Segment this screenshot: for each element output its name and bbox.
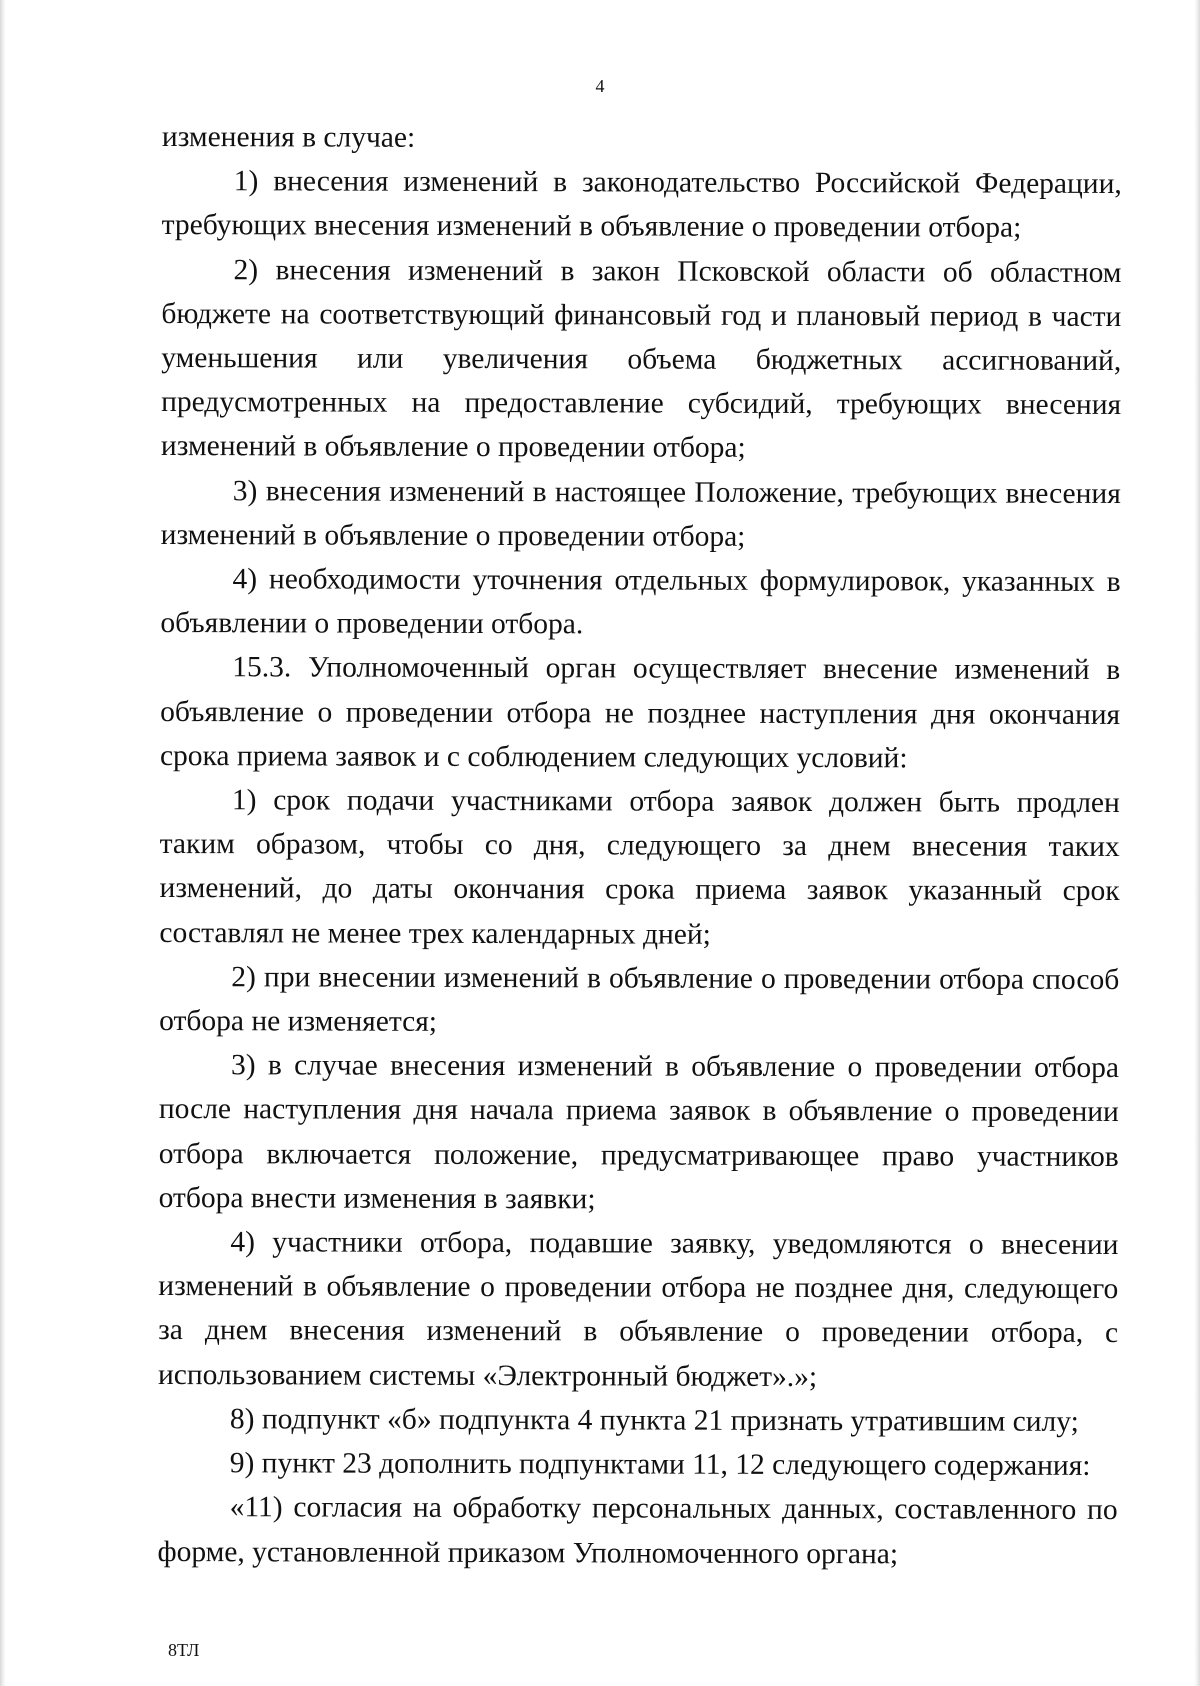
paragraph: 4) необходимости уточнения отдельных формулировок, указанных в объявлении о проведении отбора.: [160, 563, 1121, 641]
paragraph: изменения в случае:: [161, 120, 416, 154]
paragraph: 3) внесения изменений в настоящее Положение, требующих внесения изменений в объявление о проведении отбора;: [160, 474, 1121, 553]
paragraph: 2) внесения изменений в закон Псковской области об областном бюджете на соответствующий финансовый год и плановый период в части уменьшения или увеличения объема бюджетных ассигнований, предусмотренных на предоставление субсидий, требующих внесения изменений в объявление о проведении отбора;: [160, 253, 1122, 465]
paragraph: 9) пункт 23 дополнить подпунктами 11, 12 следующего содержания:: [229, 1447, 1091, 1483]
paragraph: «11) согласия на обработку персональных данных, составленного по форме, установленной приказом Уполномоченного органа;: [157, 1491, 1118, 1570]
paragraph: 4) участники отбора, подавшие заявку, уведомляются о внесении изменений в объявление о проведении отбора не позднее дня, следующего за днем внесения изменений в объявление о проведении отбора, с использованием системы «Электронный бюджет».»;: [157, 1226, 1119, 1393]
scan-edge-left: [0, 0, 6, 1686]
paragraph: 1) внесения изменений в законодательство Российской Федерации, требующих внесения изменений в объявление о проведении отбора;: [161, 165, 1122, 245]
footer-document-code: 8ТЛ: [168, 1640, 200, 1660]
paragraph: 1) срок подачи участниками отбора заявок должен быть продлен таким образом, чтобы со дня, следующего за днем внесения таких изменений, до даты окончания срока приема заявок указанный срок составлял не менее трех календарных дней;: [159, 784, 1120, 951]
scan-edge-right: [1194, 0, 1200, 1686]
page-number: 4: [595, 76, 605, 96]
paragraph: 8) подпункт «б» подпункта 4 пункта 21 признать утратившим силу;: [229, 1403, 1079, 1438]
paragraph: 3) в случае внесения изменений в объявление о проведении отбора после наступления дня начала приема заявок в объявление о проведении отбора включается положение, предусматривающее право участников отбора внести изменения в заявки;: [158, 1049, 1120, 1216]
document-body: [157, 115, 1122, 1577]
paragraph: 2) при внесении изменений в объявление о проведении отбора способ отбора не изменяется;: [159, 961, 1120, 1038]
paragraph: 15.3. Уполномоченный орган осуществляет внесение изменений в объявление о проведении отбора не позднее наступления дня окончания срока приема заявок и с соблюдением следующих условий:: [159, 651, 1121, 775]
